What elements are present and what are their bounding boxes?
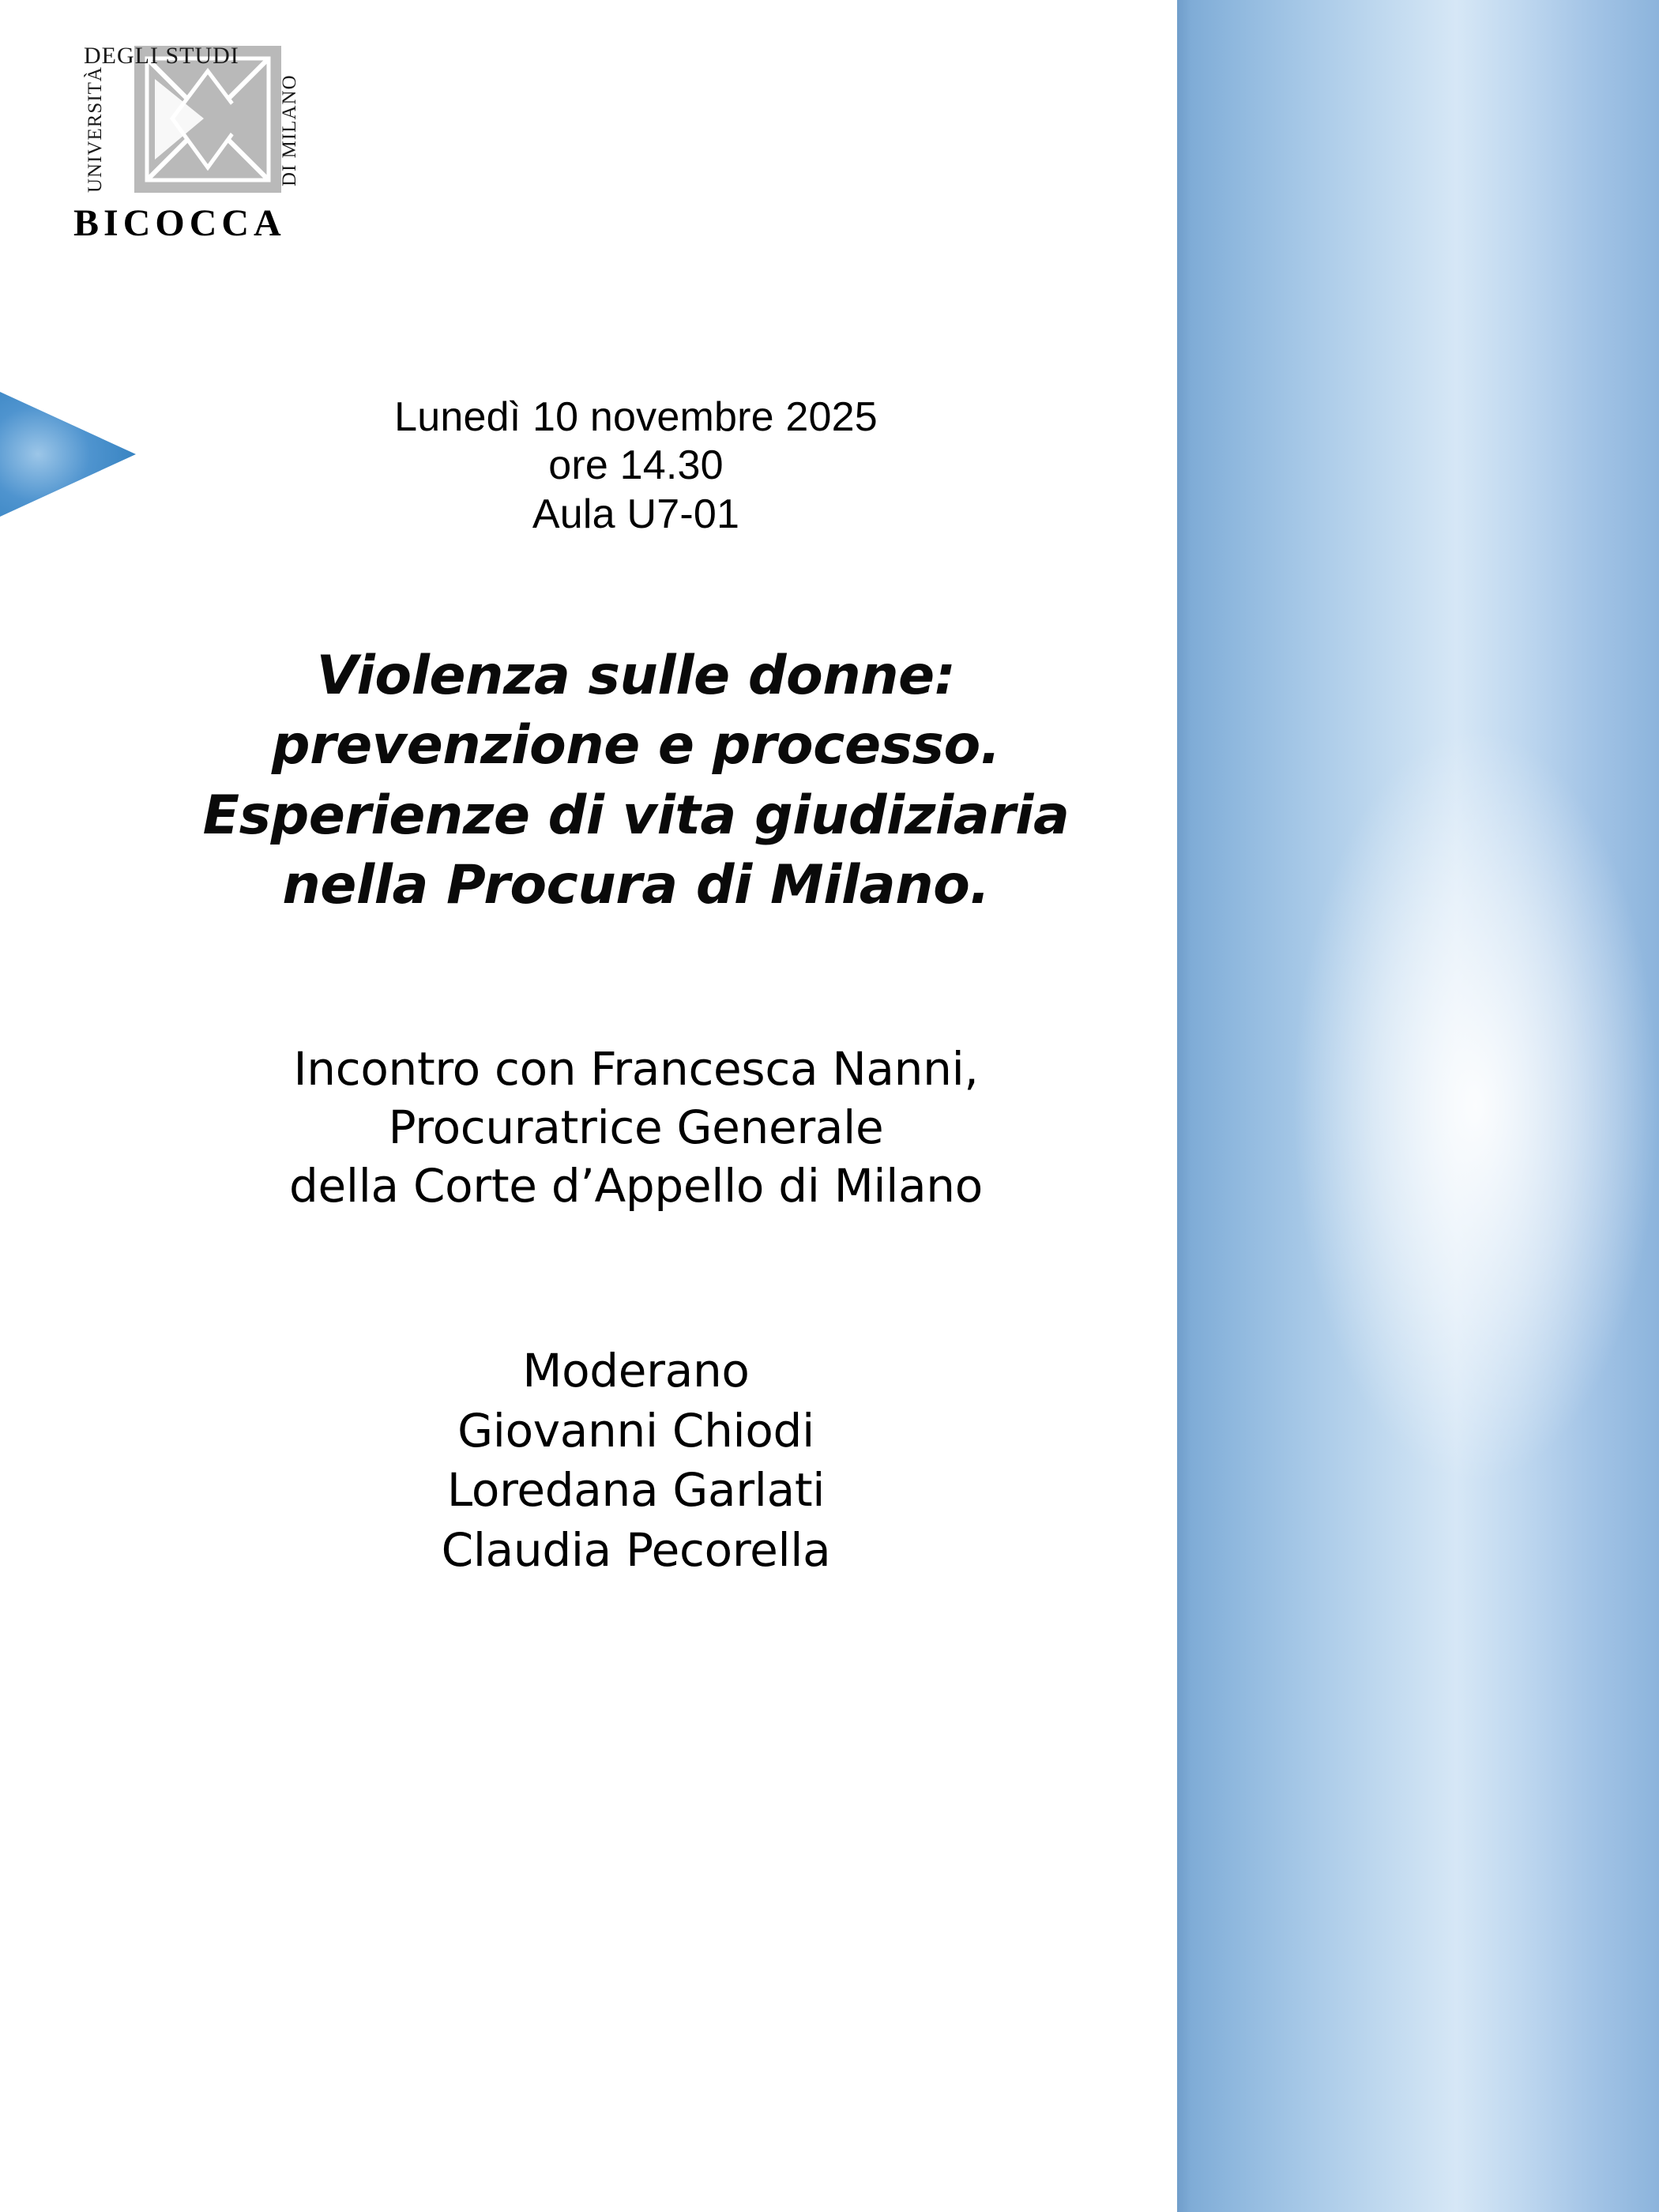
event-room: Aula U7-01	[532, 491, 740, 537]
poster-content	[95, 0, 1177, 2212]
event-time: ore 14.30	[548, 442, 724, 489]
event-title-line-2: prevenzione e processo.	[271, 714, 1001, 777]
band-left-edge-shadow	[1177, 0, 1191, 2212]
moderator-name-1: Giovanni Chiodi	[457, 1403, 814, 1458]
moderator-name-3: Claudia Pecorella	[441, 1522, 831, 1577]
svg-text:UNIVERSITÀ: UNIVERSITÀ	[85, 66, 106, 193]
svg-text:DI MILANO: DI MILANO	[279, 74, 300, 186]
svg-text:BICOCCA: BICOCCA	[73, 202, 286, 244]
event-guest-line-2: Procuratrice Generale	[388, 1100, 884, 1154]
event-guest-line-1: Incontro con Francesca Nanni,	[293, 1041, 979, 1096]
moderators-heading: Moderano	[522, 1344, 750, 1398]
event-title-line-4: nella Procura di Milano.	[282, 854, 990, 917]
event-moderators-block	[95, 1341, 1177, 1580]
event-guest-block	[95, 1040, 1177, 1216]
event-date: Lunedì 10 novembre 2025	[394, 394, 878, 440]
moderator-name-2: Loredana Garlati	[446, 1463, 826, 1518]
event-title-line-3: Esperienze di vita giudiziaria	[202, 784, 1070, 847]
blue-gradient-band	[1177, 0, 1659, 2212]
event-title-line-1: Violenza sulle donne:	[316, 645, 956, 708]
event-title	[95, 641, 1177, 921]
event-guest-line-3: della Corte d’Appello di Milano	[289, 1159, 983, 1213]
svg-text:DEGLI STUDI: DEGLI STUDI	[84, 43, 239, 69]
event-when-block	[95, 393, 1177, 539]
